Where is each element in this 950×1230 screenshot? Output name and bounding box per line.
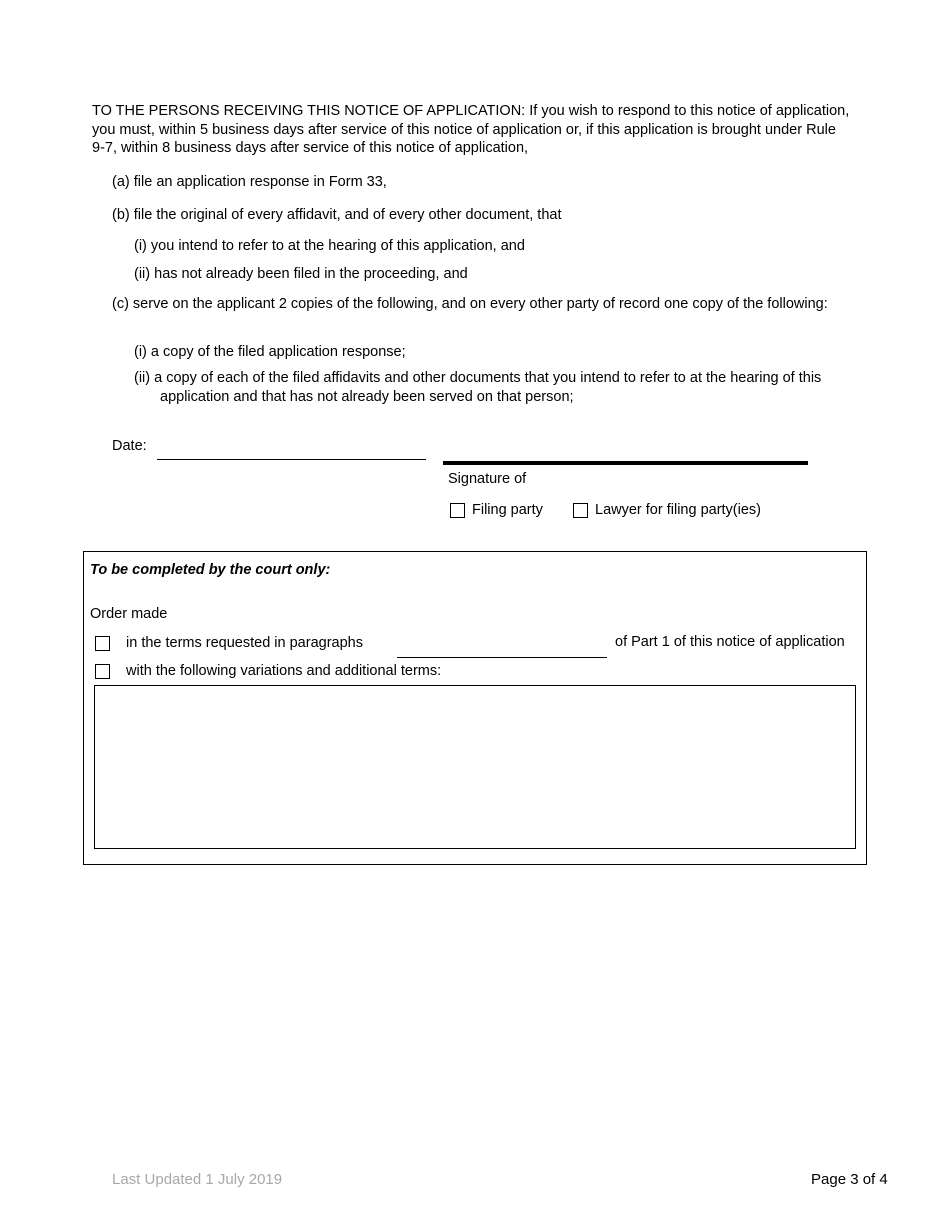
page-number: Page 3 of 4 bbox=[811, 1171, 888, 1188]
signature-of-label: Signature of bbox=[448, 471, 527, 487]
item-c: (c) serve on the applicant 2 copies of the following, and on every other party of record one copy of the following: bbox=[112, 296, 828, 312]
item-c-i: (i) a copy of the filed application response; bbox=[134, 344, 406, 360]
date-field[interactable] bbox=[157, 459, 426, 460]
item-b: (b) file the original of every affidavit, and of every other document, that bbox=[112, 207, 562, 223]
option-terms-requested-label: in the terms requested in paragraphs bbox=[126, 635, 363, 651]
option-terms-suffix: of Part 1 of this notice of application bbox=[615, 634, 845, 650]
order-made-label: Order made bbox=[90, 606, 168, 622]
paragraphs-field[interactable] bbox=[397, 657, 607, 658]
last-updated: Last Updated 1 July 2019 bbox=[112, 1171, 283, 1188]
item-b-i: (i) you intend to refer to at the hearing of this application, and bbox=[134, 238, 525, 254]
item-b-ii: (ii) has not already been filed in the proceeding, and bbox=[134, 266, 468, 282]
item-a: (a) file an application response in Form 33, bbox=[112, 174, 387, 190]
option-variations-checkbox[interactable] bbox=[95, 664, 110, 679]
lawyer-checkbox[interactable] bbox=[573, 503, 588, 518]
date-label: Date: bbox=[112, 438, 147, 454]
variations-terms-textarea[interactable] bbox=[94, 685, 856, 849]
intro-paragraph: TO THE PERSONS RECEIVING THIS NOTICE OF APPLICATION: If you wish to respond to this notice of application, you must, within 5 business days after service of this notice of application or, if this application is brought under Rule 9-7, within 8 business days after service of this notice of application, bbox=[92, 103, 850, 156]
signature-line[interactable] bbox=[443, 461, 808, 465]
item-c-ii: (ii) a copy of each of the filed affidavits and other documents that you intend to refer to at the hearing of this application and that has not already been served on that person; bbox=[134, 370, 822, 405]
filing-party-label: Filing party bbox=[472, 502, 543, 518]
filing-party-checkbox[interactable] bbox=[450, 503, 465, 518]
option-variations-label: with the following variations and additional terms: bbox=[126, 663, 442, 679]
option-terms-requested-checkbox[interactable] bbox=[95, 636, 110, 651]
lawyer-label: Lawyer for filing party(ies) bbox=[595, 502, 761, 518]
court-heading: To be completed by the court only: bbox=[90, 562, 331, 578]
